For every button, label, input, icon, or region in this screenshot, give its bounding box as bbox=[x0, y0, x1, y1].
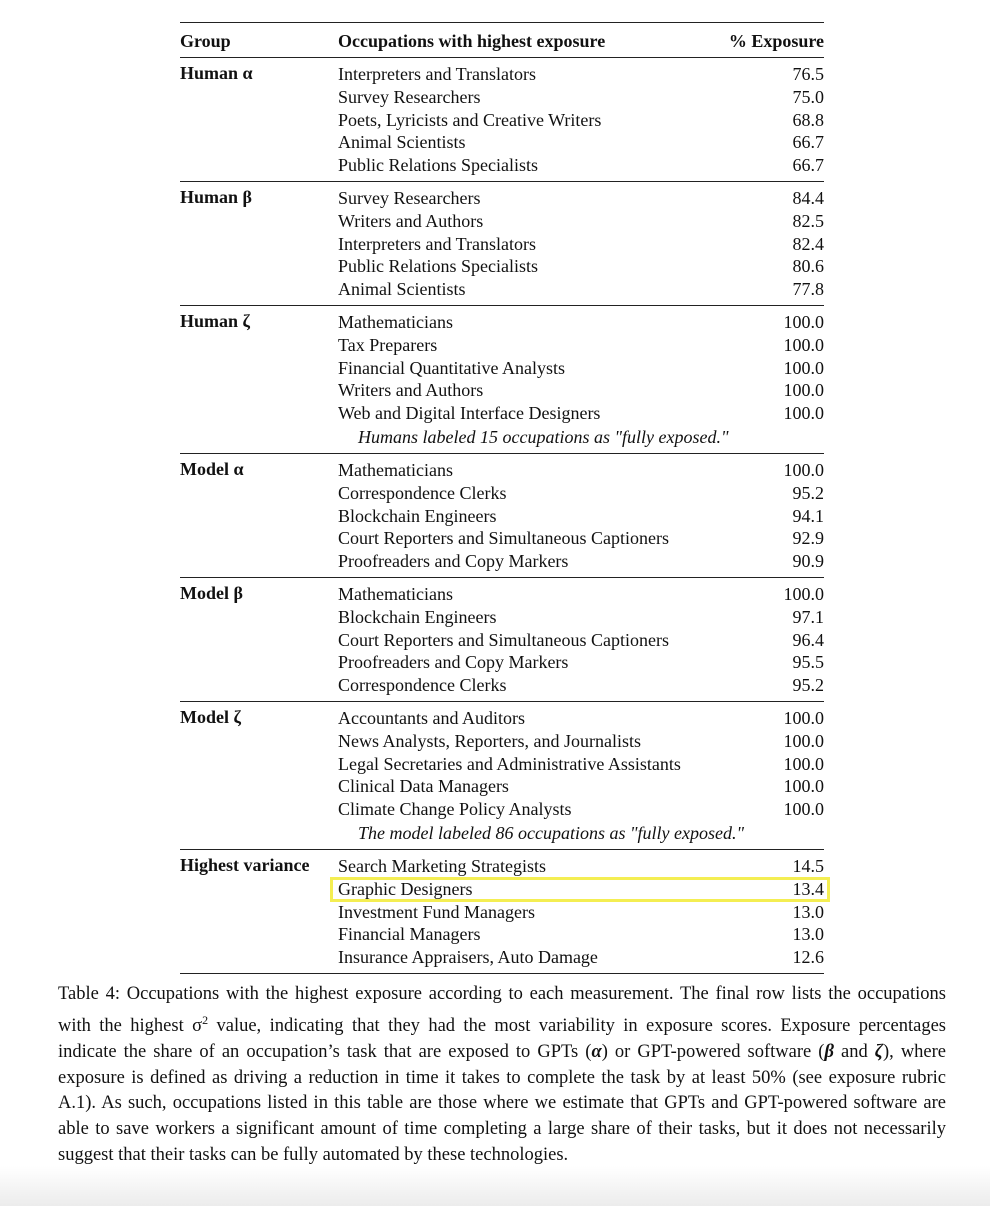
table-row bbox=[180, 154, 824, 177]
table-row bbox=[180, 651, 824, 674]
occupation-cell: Graphic Designers bbox=[338, 878, 473, 899]
occupation-cell: Search Marketing Strategists bbox=[338, 855, 546, 876]
occupation-cell: Survey Researchers bbox=[338, 86, 481, 107]
header-occupations: Occupations with highest exposure bbox=[338, 31, 606, 51]
occupation-cell: Proofreaders and Copy Markers bbox=[338, 652, 569, 673]
table-row bbox=[180, 334, 824, 357]
table-row bbox=[180, 278, 824, 301]
caption-text-3: ) or GPT-powered software ( bbox=[601, 1041, 825, 1062]
exposure-cell: 100.0 bbox=[783, 753, 824, 774]
table-row bbox=[180, 753, 824, 776]
occupation-cell: Proofreaders and Copy Markers bbox=[338, 551, 569, 572]
caption-text-4: and bbox=[833, 1041, 875, 1062]
group-label: Human α bbox=[180, 63, 253, 83]
table-row bbox=[180, 311, 824, 334]
table-row bbox=[180, 730, 824, 753]
caption-zeta: ζ bbox=[874, 1041, 883, 1062]
exposure-cell: 13.0 bbox=[792, 901, 824, 922]
table-row bbox=[180, 357, 824, 380]
table-row bbox=[180, 459, 824, 482]
table-row bbox=[180, 255, 824, 278]
table-row bbox=[180, 210, 824, 233]
exposure-table bbox=[180, 22, 824, 974]
table-row bbox=[180, 379, 824, 402]
table-group bbox=[180, 306, 824, 454]
group-label: Model α bbox=[180, 458, 244, 479]
exposure-cell: 66.7 bbox=[792, 132, 824, 153]
occupation-cell: News Analysts, Reporters, and Journalists bbox=[338, 730, 641, 751]
group-label: Human ζ bbox=[180, 310, 250, 331]
occupation-cell: Survey Researchers bbox=[338, 187, 481, 208]
table-row bbox=[180, 946, 824, 969]
table-body bbox=[180, 58, 824, 974]
exposure-cell: 100.0 bbox=[783, 583, 824, 604]
occupation-cell: Interpreters and Translators bbox=[338, 64, 536, 84]
table-group bbox=[180, 58, 824, 182]
exposure-cell: 82.5 bbox=[792, 210, 824, 231]
occupation-cell: Blockchain Engineers bbox=[338, 505, 497, 526]
occupation-cell: Web and Digital Interface Designers bbox=[338, 403, 601, 424]
exposure-cell: 84.4 bbox=[792, 187, 824, 208]
group-label: Highest variance bbox=[180, 854, 310, 875]
exposure-cell: 14.5 bbox=[792, 855, 824, 876]
group-label: Model β bbox=[180, 582, 243, 603]
table-row bbox=[180, 86, 824, 109]
exposure-cell: 94.1 bbox=[792, 505, 824, 526]
exposure-cell: 13.4 bbox=[792, 878, 824, 899]
table-group bbox=[180, 182, 824, 306]
table-row bbox=[180, 583, 824, 606]
occupation-cell: Correspondence Clerks bbox=[338, 482, 507, 503]
occupation-cell: Clinical Data Managers bbox=[338, 776, 509, 797]
occupation-cell: Legal Secretaries and Administrative Assistants bbox=[338, 753, 681, 774]
occupation-cell: Mathematicians bbox=[338, 311, 453, 332]
exposure-cell: 100.0 bbox=[783, 403, 824, 424]
table-row bbox=[180, 233, 824, 256]
occupation-cell: Tax Preparers bbox=[338, 334, 438, 355]
table-row bbox=[180, 606, 824, 629]
table-row bbox=[180, 131, 824, 154]
occupation-cell: Mathematicians bbox=[338, 459, 453, 480]
occupation-cell: Court Reporters and Simultaneous Captioners bbox=[338, 528, 669, 549]
occupation-cell: Interpreters and Translators bbox=[338, 233, 536, 254]
caption-superscript: 2 bbox=[202, 1012, 209, 1027]
exposure-cell: 76.5 bbox=[792, 64, 824, 84]
header-exposure: % Exposure bbox=[728, 31, 824, 51]
occupation-cell: Climate Change Policy Analysts bbox=[338, 799, 572, 820]
exposure-cell: 68.8 bbox=[792, 109, 824, 130]
table-row bbox=[180, 707, 824, 730]
table-row bbox=[180, 187, 824, 210]
occupation-cell: Animal Scientists bbox=[338, 279, 466, 300]
exposure-cell: 100.0 bbox=[783, 707, 824, 728]
occupation-cell: Writers and Authors bbox=[338, 210, 484, 231]
table-row bbox=[180, 109, 824, 132]
table-row bbox=[180, 901, 824, 924]
table-row bbox=[180, 775, 824, 798]
occupation-cell: Public Relations Specialists bbox=[338, 256, 538, 277]
exposure-cell: 66.7 bbox=[792, 155, 824, 176]
table-row bbox=[180, 798, 824, 821]
exposure-cell: 92.9 bbox=[792, 528, 824, 549]
table-row bbox=[180, 527, 824, 550]
table-row bbox=[180, 482, 824, 505]
occupation-cell: Animal Scientists bbox=[338, 132, 466, 153]
exposure-cell: 100.0 bbox=[783, 380, 824, 401]
occupation-cell: Investment Fund Managers bbox=[338, 901, 535, 922]
occupation-cell: Court Reporters and Simultaneous Captioners bbox=[338, 629, 669, 650]
exposure-cell: 100.0 bbox=[783, 730, 824, 751]
caption-alpha: α bbox=[591, 1041, 602, 1062]
group-label: Human β bbox=[180, 186, 252, 207]
exposure-cell: 12.6 bbox=[792, 947, 824, 968]
exposure-cell: 80.6 bbox=[792, 256, 824, 277]
exposure-cell: 13.0 bbox=[792, 924, 824, 945]
occupation-cell: Financial Quantitative Analysts bbox=[338, 357, 565, 378]
exposure-cell: 100.0 bbox=[783, 334, 824, 355]
exposure-cell: 95.5 bbox=[792, 652, 824, 673]
occupation-cell: Mathematicians bbox=[338, 583, 453, 604]
table-row bbox=[180, 923, 824, 946]
table-row bbox=[180, 674, 824, 697]
exposure-cell: 75.0 bbox=[792, 86, 824, 107]
table-caption bbox=[58, 982, 946, 1169]
exposure-cell: 100.0 bbox=[783, 776, 824, 797]
exposure-cell: 95.2 bbox=[792, 482, 824, 503]
exposure-cell: 100.0 bbox=[783, 459, 824, 480]
group-note: Humans labeled 15 occupations as "fully exposed." bbox=[358, 426, 729, 447]
table-row bbox=[180, 505, 824, 528]
occupation-cell: Blockchain Engineers bbox=[338, 606, 497, 627]
exposure-cell: 97.1 bbox=[792, 606, 824, 627]
table-row-highlighted bbox=[180, 878, 824, 901]
occupation-cell: Correspondence Clerks bbox=[338, 675, 507, 696]
caption-beta: β bbox=[824, 1041, 834, 1062]
occupation-cell: Financial Managers bbox=[338, 924, 481, 945]
occupation-cell: Insurance Appraisers, Auto Damage bbox=[338, 947, 598, 968]
group-note: The model labeled 86 occupations as "fully exposed." bbox=[358, 822, 745, 843]
occupation-cell: Poets, Lyricists and Creative Writers bbox=[338, 109, 602, 130]
exposure-cell: 96.4 bbox=[792, 629, 824, 650]
exposure-cell: 82.4 bbox=[792, 233, 824, 254]
exposure-cell: 100.0 bbox=[783, 357, 824, 378]
table-header bbox=[180, 23, 824, 58]
caption-text-2: value, indicating that they had the most variability in exposure scores. Exposure percentages indicate the share of an occupation’s task that are exposed to GPTs ( bbox=[58, 1015, 947, 1062]
header-group: Group bbox=[180, 31, 231, 51]
occupation-cell: Accountants and Auditors bbox=[338, 707, 525, 728]
table-group bbox=[180, 702, 824, 850]
exposure-cell: 77.8 bbox=[792, 279, 824, 300]
exposure-cell: 100.0 bbox=[783, 799, 824, 820]
caption-text-5: ), where exposure is defined as driving a reduction in time it takes to complete the task by at least 50% (see exposure rubric A.1). As such, occupations listed in this table are those where we estimate that GPTs and GPT-powered software are able to save workers a significant amount of time completing a large share of their tasks, but it does not necessarily suggest that their tasks can be fully automated by these technologies. bbox=[58, 1041, 947, 1165]
bottom-fade bbox=[0, 1166, 990, 1206]
caption-text-1: Table 4: Occupations with the highest exposure according to each measurement. The final row lists the occupations with the highest σ bbox=[58, 984, 946, 1036]
exposure-cell: 100.0 bbox=[783, 311, 824, 332]
table-group bbox=[180, 850, 824, 974]
occupation-cell: Writers and Authors bbox=[338, 380, 484, 401]
table-row bbox=[180, 402, 824, 425]
group-label: Model ζ bbox=[180, 706, 241, 727]
table-row bbox=[180, 629, 824, 652]
exposure-cell: 90.9 bbox=[792, 551, 824, 572]
table-row bbox=[180, 855, 824, 878]
table-group bbox=[180, 578, 824, 702]
table-row bbox=[180, 550, 824, 573]
exposure-cell: 95.2 bbox=[792, 675, 824, 696]
occupation-cell: Public Relations Specialists bbox=[338, 155, 538, 176]
table-group bbox=[180, 454, 824, 578]
table-row bbox=[180, 63, 824, 86]
